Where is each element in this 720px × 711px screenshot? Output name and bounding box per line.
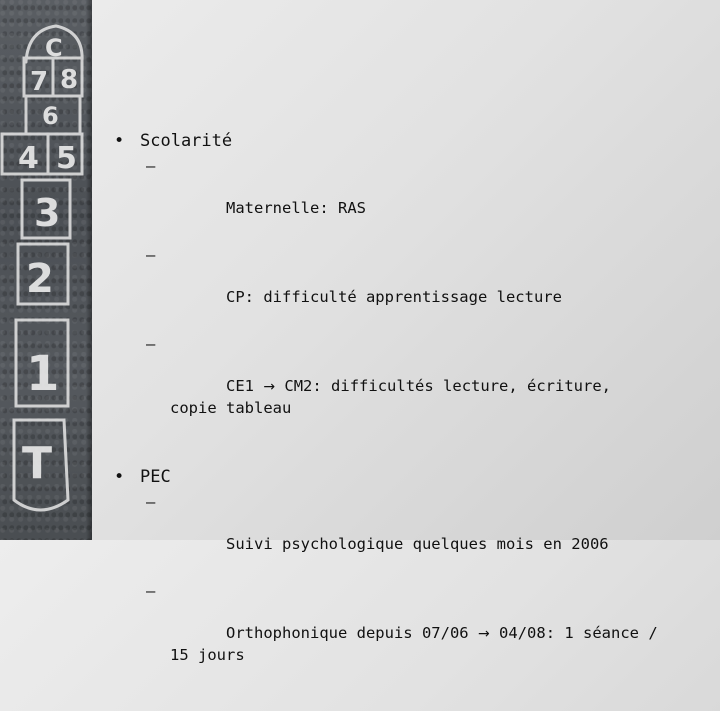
section-title-scolarite: Scolarité	[140, 131, 233, 151]
section-title-pec: PEC	[140, 467, 171, 487]
hopscotch-label-8: 8	[60, 65, 79, 95]
sub-item-text-end: CM2: difficultés lecture, écriture, copie tableau	[170, 377, 612, 417]
scolarite-sublist	[112, 156, 692, 440]
hopscotch-drawing	[0, 0, 92, 540]
hopscotch-label-t: T	[22, 438, 53, 489]
dash-mark: –	[146, 246, 156, 264]
dash-mark: –	[146, 582, 156, 600]
bullet-pec	[112, 464, 692, 490]
sub-item	[112, 492, 692, 576]
hopscotch-label-c: C	[45, 34, 63, 62]
right-arrow-icon: →	[263, 379, 276, 395]
hopscotch-label-5: 5	[56, 141, 77, 176]
sub-item	[112, 334, 692, 440]
sub-item-text-start: Orthophonique depuis 07/06	[226, 624, 478, 642]
bullet-mark: •	[114, 467, 125, 487]
sub-item-text: CP: difficulté apprentissage lecture	[226, 288, 562, 306]
dash-mark: –	[146, 157, 156, 175]
hopscotch-label-4: 4	[18, 141, 39, 176]
hopscotch-label-7: 7	[30, 67, 49, 97]
hopscotch-label-6: 6	[42, 102, 59, 130]
sub-item-text: Suivi psychologique quelques mois en 2006	[226, 535, 609, 553]
hopscotch-label-1: 1	[26, 346, 60, 402]
bullet-scolarite	[112, 128, 692, 154]
dash-mark: –	[146, 493, 156, 511]
hopscotch-photo	[0, 0, 92, 540]
sub-item	[112, 156, 692, 240]
bullet-mark: •	[114, 131, 125, 151]
pec-sublist	[112, 492, 692, 687]
hopscotch-label-3: 3	[34, 191, 61, 235]
sub-item-text-end: 04/08: 1 séance / 15 jours	[170, 624, 658, 664]
sub-item	[112, 245, 692, 329]
slide-content	[112, 128, 692, 711]
hopscotch-label-2: 2	[26, 256, 54, 302]
right-arrow-icon: →	[477, 626, 490, 642]
sub-item	[112, 581, 692, 687]
sub-item-text: Maternelle: RAS	[226, 199, 366, 217]
dash-mark: –	[146, 335, 156, 353]
sub-item-text-start: CE1	[226, 377, 264, 395]
